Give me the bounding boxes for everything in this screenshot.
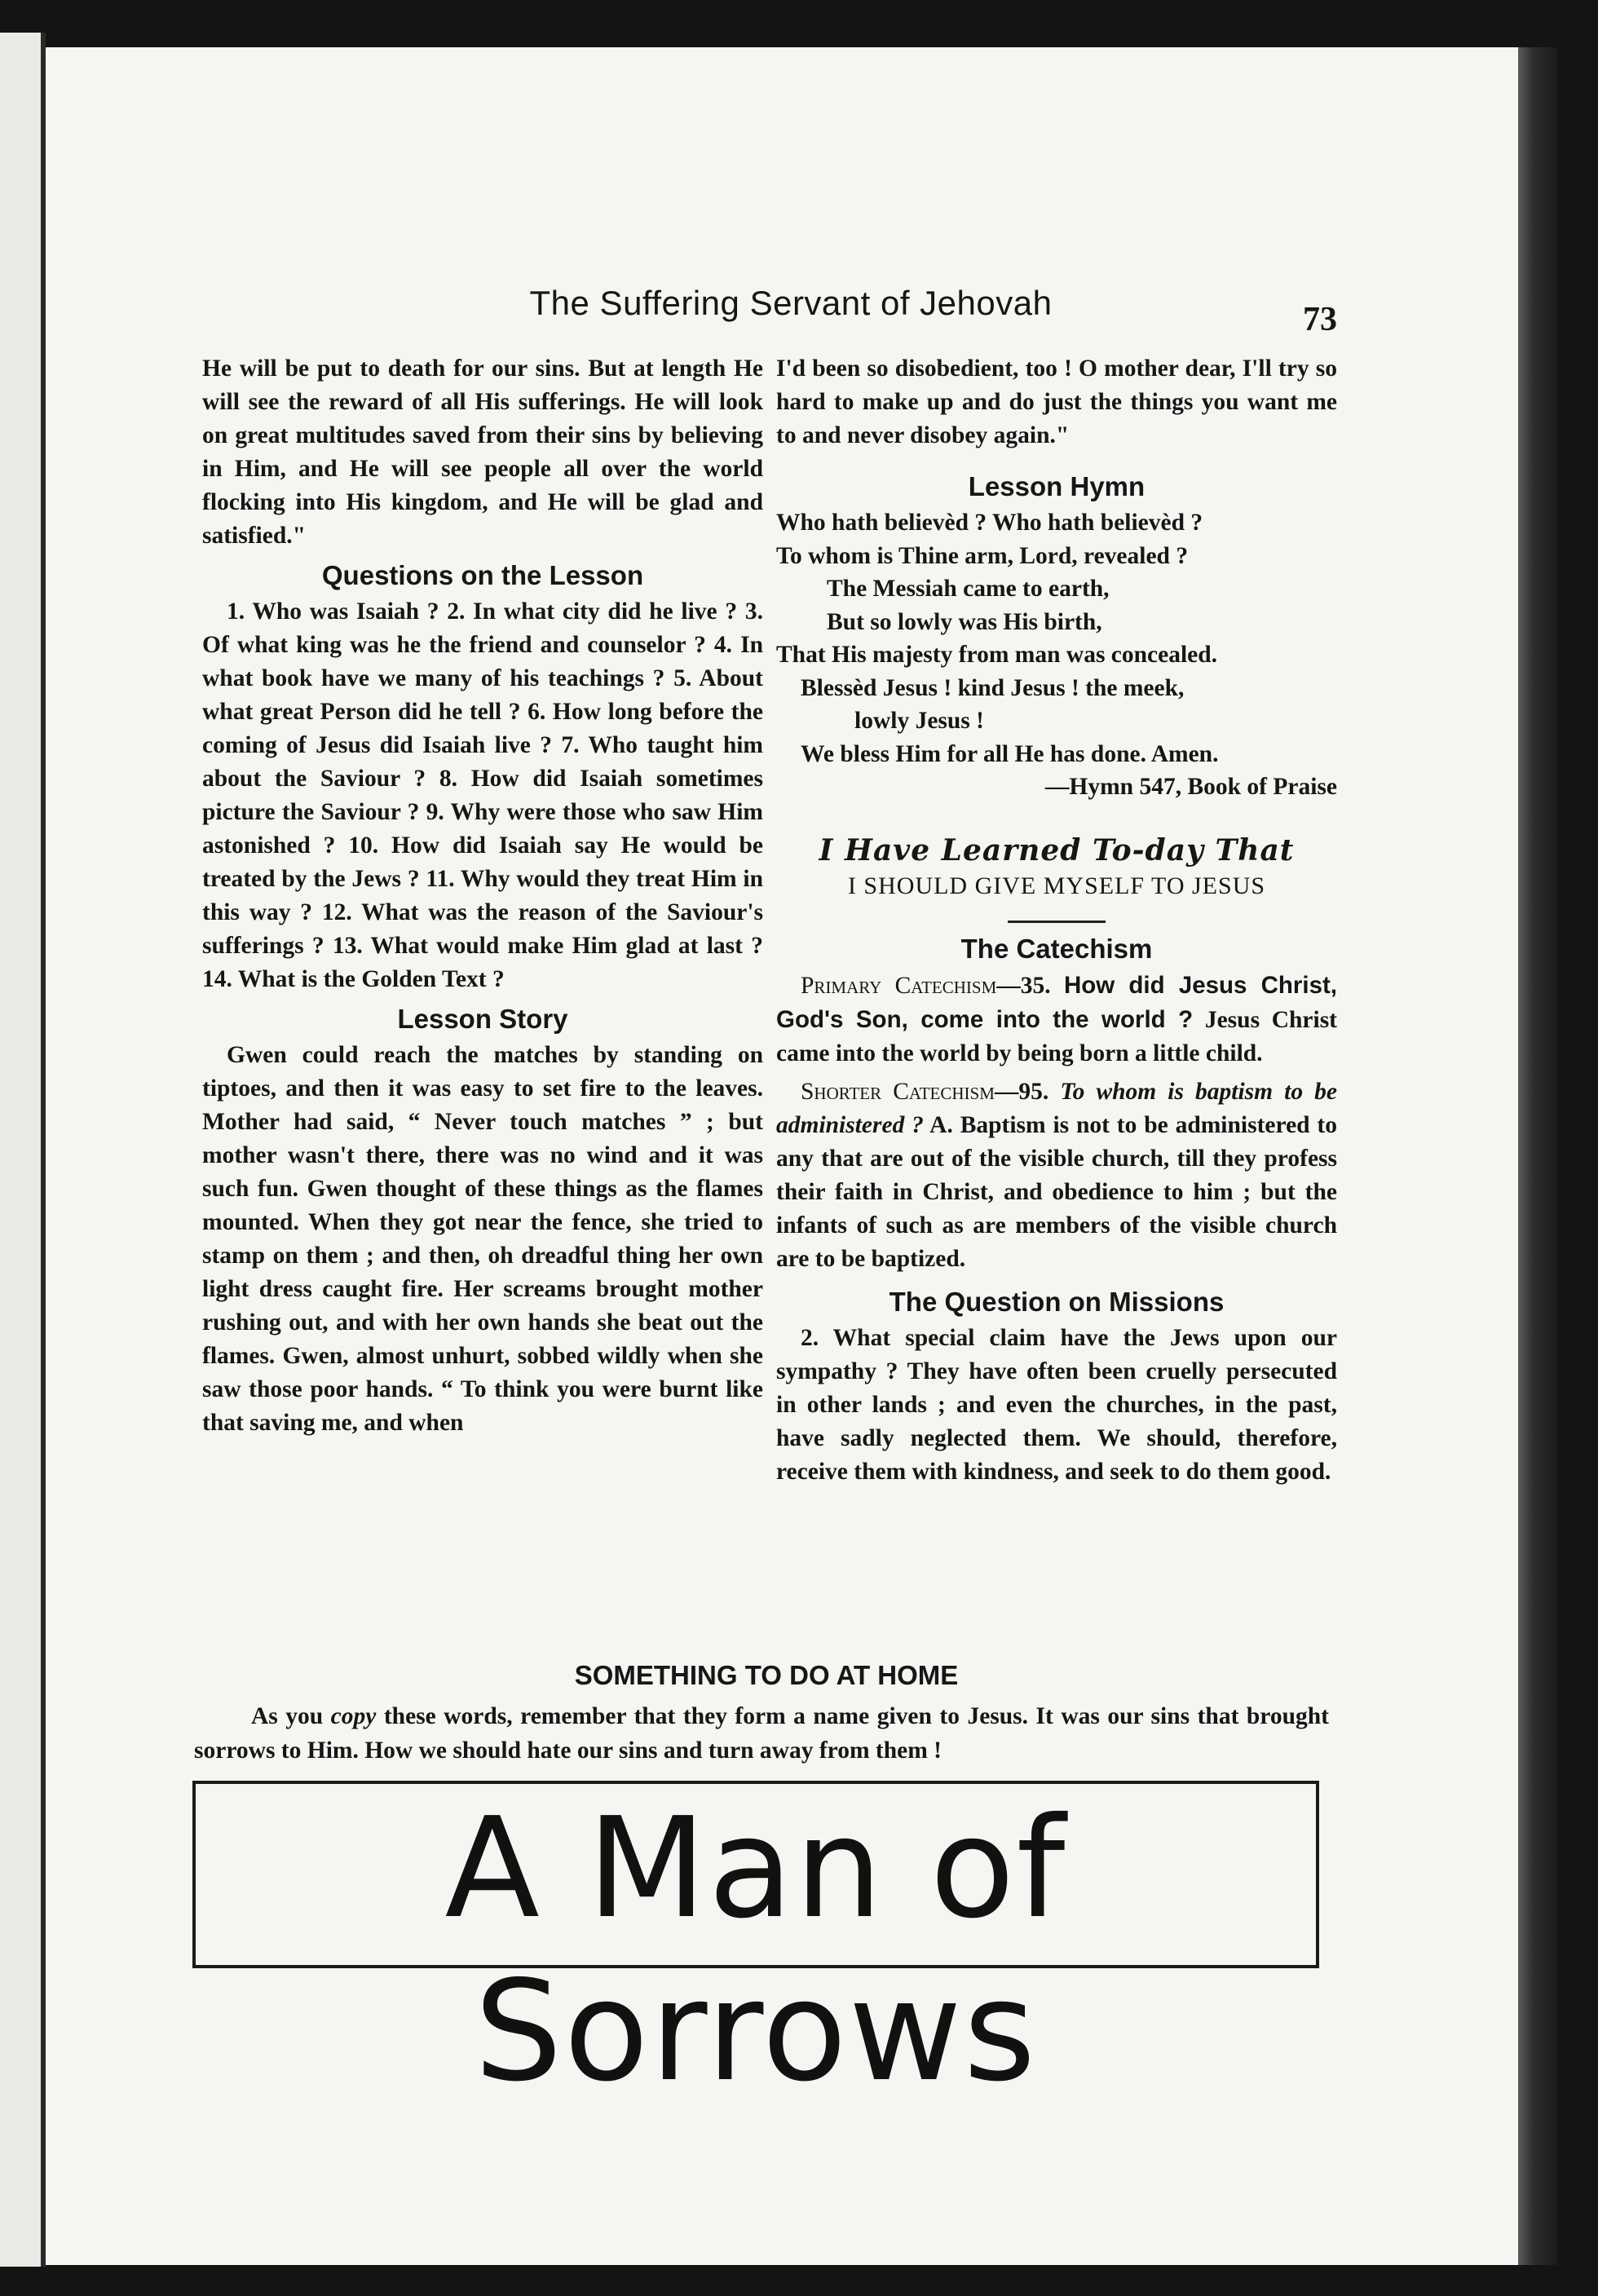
running-head: The Suffering Servant of Jehovah: [529, 284, 1053, 322]
hymn-line: To whom is Thine arm, Lord, revealed ?: [776, 542, 1189, 569]
primary-catechism-label: Primary Catechism: [801, 972, 997, 999]
missions-text: 2. What special claim have the Jews upon our sympathy ? They have often been cruelly persecuted in other lands ; and even the churches, in the past, have sadly neglected them. We should, therefore, receive them with kindness, and seek to do them good.: [776, 1324, 1337, 1485]
right-column: [776, 352, 1337, 1489]
learned-today-statement: I SHOULD GIVE MYSELF TO JESUS: [847, 872, 1266, 899]
shorter-catechism-question: To whom is baptism to be administered ?: [776, 1078, 1337, 1138]
primary-catechism-question: How did Jesus Christ, God's Son, come into the world ?: [776, 971, 1337, 1033]
lesson-story-continued: I'd been so disobedient, too ! O mother dear, I'll try so hard to make up and do just the things you want me to and never disobey again.": [776, 355, 1337, 448]
primary-catechism-answer: Jesus Christ came into the world by being born a little child.: [776, 1006, 1338, 1066]
lesson-hymn: [776, 506, 1337, 804]
shorter-catechism-answer: A. Baptism is not to be administered to any that are out of the visible church, till they profess their faith in Christ, and obedience to him ; but the infants of such as are members of the visible church are to be baptized.: [776, 1111, 1337, 1272]
lesson-story-heading: Lesson Story: [397, 1004, 568, 1034]
page-number: 73: [1303, 301, 1337, 338]
hymn-source: —Hymn 547, Book of Praise: [1044, 774, 1337, 800]
shorter-catechism: [776, 1075, 1337, 1276]
hymn-line: We bless Him for all He has done. Amen.: [801, 740, 1219, 767]
home-text-after: these words, remember that they form a name given to Jesus. It was our sins that brought sorrows to Him. How we should hate our sins and turn away from them !: [194, 1703, 1329, 1764]
questions-heading: Questions on the Lesson: [321, 560, 644, 590]
copy-phrase-box: [192, 1781, 1319, 2113]
section-divider: [1008, 921, 1106, 923]
primary-catechism: [776, 969, 1337, 1071]
questions-text: 1. Who was Isaiah ? 2. In what city did he live ? 3. Of what king was he the friend and counselor ? 4. In what book have we many of his teachings ? 5. About what great Person did he tell ? 6. How long before the coming of Jesus did Isaiah live ? 7. Who taught him about the Saviour ? 8. How did Isaiah sometimes picture the Saviour ? 9. Why were those who saw Him astonished ? 10. How did Isaiah say He would be treated by the Jews ? 11. Why would they treat Him in this way ? 12. What was the reason of the Saviour's sufferings ? 13. What would make Him glad at last ? 14. What is the Golden Text ?: [202, 598, 763, 992]
hymn-line: lowly Jesus !: [854, 708, 984, 734]
hymn-line: Who hath believèd ? Who hath believèd ?: [776, 510, 1203, 536]
hymn-line: Blessèd Jesus ! kind Jesus ! the meek,: [801, 674, 1185, 701]
hymn-line: The Messiah came to earth,: [827, 576, 1110, 602]
lesson-intro-paragraph: He will be put to death for our sins. But at length He will see the reward of all His sufferings. He will look on great multitudes saved from their sins by believing in Him, and He will see people all over the world flocking into His kingdom, and He will be glad and satisfied.": [202, 355, 763, 549]
home-activity-heading: SOMETHING TO DO AT HOME: [574, 1660, 959, 1690]
lesson-story-text: Gwen could reach the matches by standing on tiptoes, and then it was easy to set fire to the leaves. Mother had said, “ Never touch matches ” ; but mother wasn't there, there was no wind and it was such fun. Gwen thought of these things as the flames mounted. When they got near the fence, she tried to stamp on them ; and then, oh dreadful thing her own light dress caught fire. Her screams brought mother rushing out, and with her own hands she beat out the flames. Gwen, almost unhurt, sobbed wildly when she saw those poor hands. “ To think you were burnt like that saving me, and when: [202, 1042, 763, 1436]
hymn-line: That His majesty from man was concealed.: [776, 642, 1218, 668]
catechism-heading: The Catechism: [960, 933, 1153, 964]
hymn-line: But so lowly was His birth,: [827, 608, 1102, 635]
book-page-stack-edge: [1518, 47, 1557, 2265]
home-activity-text: [194, 1699, 1329, 1768]
learned-today-heading: I Have Learned To-day That: [819, 832, 1295, 868]
facing-page-edge: [0, 33, 46, 2267]
missions-heading: The Question on Missions: [889, 1286, 1225, 1317]
shorter-catechism-label: Shorter Catechism: [801, 1078, 995, 1105]
copy-phrase: A Man of Sorrows: [444, 1788, 1067, 2113]
shorter-catechism-number: —95.: [994, 1078, 1049, 1105]
primary-catechism-number: —35.: [996, 972, 1051, 999]
home-text-emphasis: copy: [330, 1703, 377, 1729]
left-column: [202, 352, 763, 1440]
home-text-before: As you: [251, 1703, 331, 1729]
lesson-hymn-heading: Lesson Hymn: [968, 471, 1146, 501]
